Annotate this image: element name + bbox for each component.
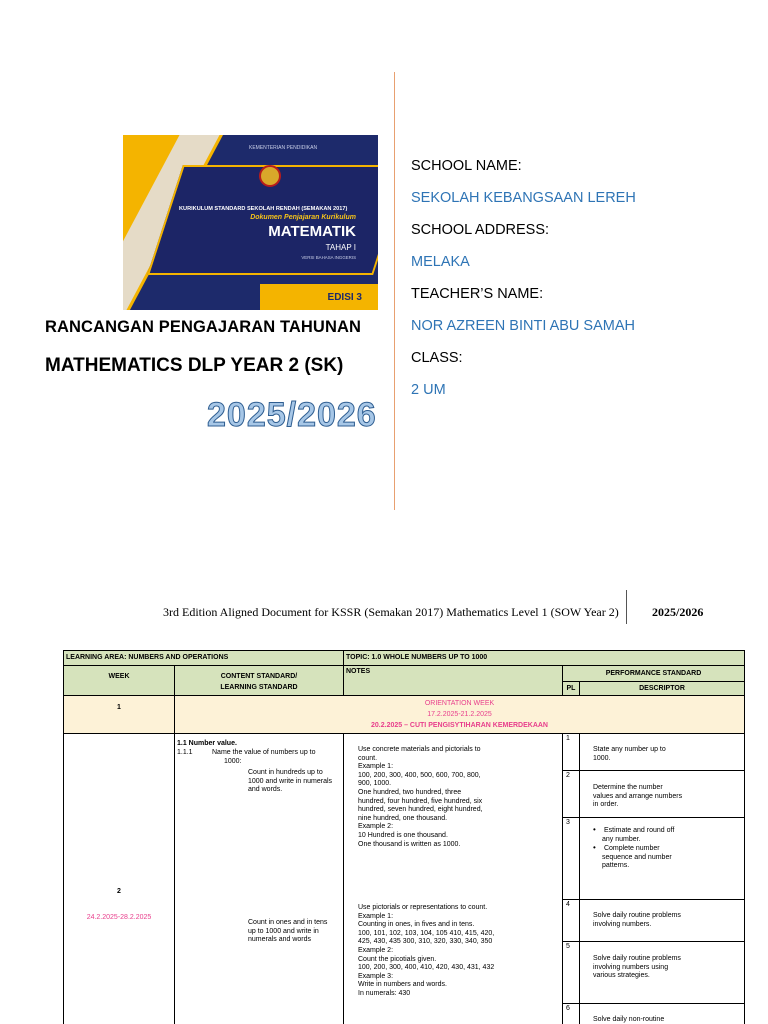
ls-a-line: and words. [248,786,283,794]
performance-header [562,665,745,682]
week-header [63,665,175,696]
pl-level: 1 [566,735,570,742]
week-header-text: WEEK [108,673,130,680]
class-label: CLASS: [411,350,463,366]
pl-descriptor-cell [579,899,745,942]
page-header: 3rd Edition Aligned Document for KSSR (Semakan 2017) Mathematics Level 1 (SOW Year 2) [163,605,619,619]
pl-descriptor-cell [579,1003,745,1024]
week2-number: 2 [117,888,121,895]
notes-line: Count the picotials given. [358,955,437,963]
pl-descriptor-line: 1000. [593,754,611,762]
rpt-title: RANCANGAN PENGAJARAN TAHUNAN [45,318,361,336]
notes-line: Counting in ones, in fives and in tens. [358,921,475,929]
notes-line: Use concrete materials and pictorials to [358,746,481,753]
pl-descriptor-line: State any number up to [593,746,666,753]
notes-line: Example 2: [358,823,394,831]
pl-bullet-line: Estimate and round off [603,827,675,834]
pl-descriptor-cell [579,817,745,900]
pl-header-text: PL [566,685,576,692]
notes-line: 100, 101, 102, 103, 104, 105 410, 415, 420, [358,929,495,937]
content-standard-cell [174,733,344,1024]
pl-header [562,681,580,696]
pl-bullet-line: Complete number [603,845,660,853]
notes-line: Write in numbers and words. [358,981,447,989]
pl-descriptor-line: values and arrange numbers [593,792,683,800]
pl-bullet [593,844,674,871]
notes-line: Example 3: [358,972,394,980]
crest-icon [259,165,281,187]
pl-descriptor-line: various strategies. [593,972,650,980]
orientation-title: ORIENTATION WEEK [424,700,495,707]
content-header-text-1: CONTENT STANDARD/ [220,673,298,680]
pl-level-cell [562,817,580,900]
notes-line: count. [358,754,378,762]
pl-descriptor-cell [579,770,745,818]
notes-line: Use pictorials or representations to count. [358,904,488,911]
learning-standard-number: 1.1.1 [177,749,193,756]
pl-descriptor-line: Determine the number [593,784,663,791]
pl-bullet-line: patterns. [602,862,630,870]
ls-b-line: numerals and words [248,936,312,944]
topic-text: TOPIC: 1.0 WHOLE NUMBERS UP TO 1000 [346,654,488,661]
header-divider [626,590,627,624]
notes-line: One thousand is written as 1000. [358,840,461,848]
notes-cell [343,733,563,1024]
pl-bullet-line: sequence and number [602,853,672,861]
class-value: 2 UM [411,382,446,398]
ls-a-line: Count in hundreds up to [248,769,323,776]
pl-bullet-line: any number. [602,835,641,843]
pl-bullets [593,826,674,871]
notes-block-a [358,746,483,849]
cover-line1: KURIKULUM STANDARD SEKOLAH RENDAH (SEMAKAN 2017) [179,206,348,212]
pl-level-cell [562,899,580,942]
learning-standard-a [248,769,332,795]
year-title: 2025/2026 [207,396,377,434]
header-year: 2025/2026 [652,605,704,619]
notes-line: 10 Hundred is one thousand. [358,831,448,839]
pl-level-cell [562,941,580,1004]
topic-cell [343,650,745,666]
notes-line: Example 1: [358,912,394,920]
ls-b-line: Count in ones and in tens [248,919,328,926]
ls-a-line: 1000 and write in numerals [248,777,333,785]
orientation-week-cell [63,695,175,734]
cover-version: VERSI BAHASA INGGERIS [301,255,356,260]
notes-line: Example 1: [358,763,394,771]
pl-descriptor-line: involving numbers. [593,920,652,928]
notes-line: hundred, seven hundred, eight hundred, [358,806,483,814]
pl-level: 6 [566,1005,570,1012]
descriptor-header-text: DESCRIPTOR [639,685,685,692]
learning-area-text: LEARNING AREA: NUMBERS AND OPERATIONS [66,654,229,661]
pl-bullet [593,826,674,844]
teacher-name-value: NOR AZREEN BINTI ABU SAMAH [411,318,635,334]
teacher-name-label: TEACHER’S NAME: [411,286,544,302]
content-header [174,665,344,696]
school-name-label: SCHOOL NAME: [411,158,522,174]
notes-block-b [358,904,494,999]
notes-header-text: NOTES [346,668,371,675]
performance-header-text: PERFORMANCE STANDARD [605,670,702,677]
content-standard-title: 1.1 Number value. [177,740,237,747]
week2-cell [63,733,175,1024]
school-name-value: SEKOLAH KEBANGSAAN LEREH [411,190,636,206]
descriptor-header [579,681,745,696]
pl-descriptor-line: involving numbers using [593,963,669,971]
notes-line: 900, 1000. [358,780,392,788]
pl-level: 5 [566,943,570,950]
week2-dates: 24.2.2025-28.2.2025 [86,914,152,921]
learning-standard-text-2: 1000: [224,758,242,765]
orientation-holiday: 20.2.2025 – CUTI PENGISYTIHARAN KEMERDEKAAN [371,722,548,729]
cover-edition: EDISI 3 [260,284,378,310]
notes-line: 100, 200, 300, 400, 410, 420, 430, 431, 432 [358,964,495,972]
pl-level: 4 [566,901,570,908]
notes-line: hundred, four hundred, five hundred, six [358,797,483,805]
learning-standard-text-1: Name the value of numbers up to [212,749,316,756]
divider-line [394,72,395,510]
notes-header [343,665,563,696]
pl-level-cell [562,1003,580,1024]
subject-title: MATHEMATICS DLP YEAR 2 (SK) [45,355,344,376]
sow-table [63,650,745,1024]
notes-line: nine hundred, one thousand. [358,814,448,822]
school-address-label: SCHOOL ADDRESS: [411,222,550,238]
pl-descriptor-line: Solve daily routine problems [593,955,681,962]
learning-area-cell [63,650,344,666]
pl-descriptor-cell [579,733,745,771]
cover-subject: MATEMATIK [268,223,356,240]
notes-line: One hundred, two hundred, three [358,788,462,796]
notes-line: 425, 430, 435 300, 310, 320, 330, 340, 350 [358,938,493,946]
ls-b-line: up to 1000 and write in [248,927,319,935]
orientation-dates: 17.2.2025-21.2.2025 [427,711,492,718]
cover-line2: Dokumen Penjajaran Kurikulum [250,214,356,221]
school-address-value: MELAKA [411,254,470,270]
notes-line: 100, 200, 300, 400, 500, 600, 700, 800, [358,771,481,779]
cover-image [123,135,378,310]
pl-descriptor-line: in order. [593,801,619,809]
pl-level: 3 [566,819,570,826]
pl-level: 2 [566,772,570,779]
cover-ministry: KEMENTERIAN PENDIDIKAN [249,145,318,151]
orientation-week-number: 1 [117,704,121,711]
pl-level-cell [562,770,580,818]
pl-descriptor-cell [579,941,745,1004]
notes-line: In numerals: 430 [358,989,411,997]
learning-standard-b [248,919,327,945]
content-header-text-2: LEARNING STANDARD [220,684,298,691]
pl-level-cell [562,733,580,771]
pl-descriptor-line: Solve daily routine problems [593,912,681,919]
orientation-cell [174,695,745,734]
cover-level: TAHAP I [325,243,356,252]
pl-descriptor-line: Solve daily non-routine [593,1016,665,1023]
notes-line: Example 2: [358,946,394,954]
